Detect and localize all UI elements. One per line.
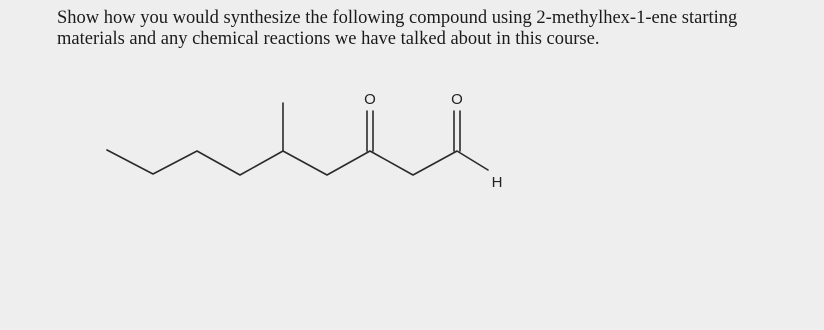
- aldehyde-oxygen-label: O: [451, 91, 463, 108]
- question-line-2: materials and any chemical reactions we have talked about in this course.: [57, 29, 600, 49]
- carbon-chain-bond: [107, 150, 488, 175]
- aldehyde-hydrogen-label: H: [491, 174, 503, 191]
- question-line-1: Show how you would synthesize the following compound using 2-methylhex-1-ene starting: [57, 8, 738, 28]
- ketone-oxygen-label: O: [364, 91, 376, 108]
